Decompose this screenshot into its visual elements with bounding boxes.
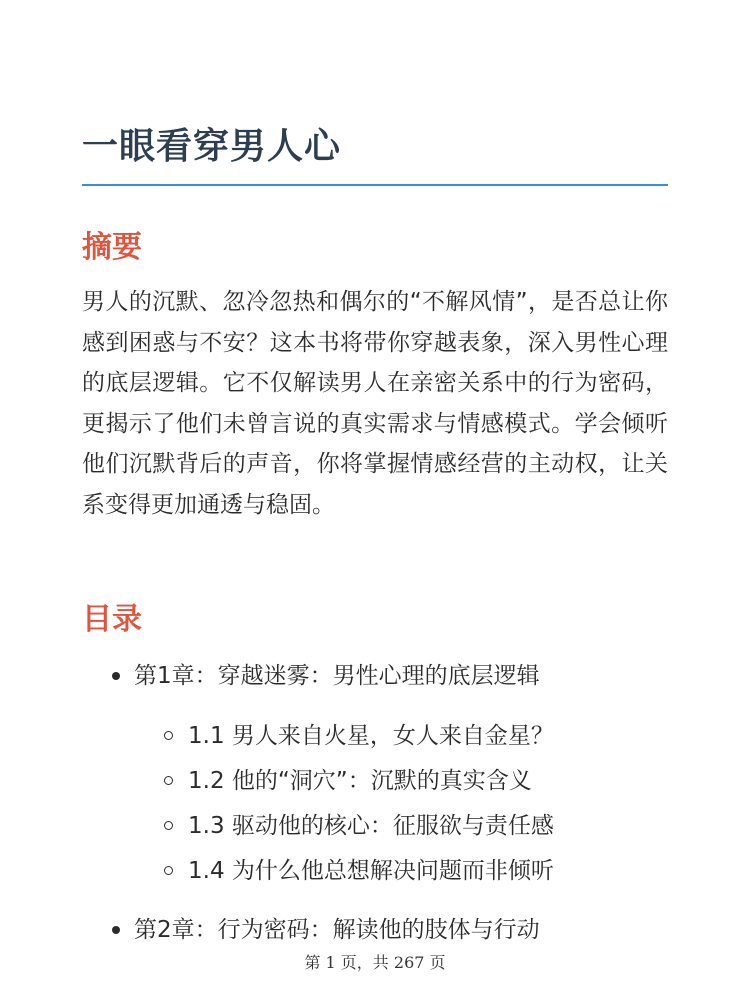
summary-text: 男人的沉默、忽冷忽热和偶尔的“不解风情”，是否总让你感到困惑与不安？这本书将带你穿越表象，深入男性心理的底层逻辑。它不仅解读男人在亲密关系中的行为密码，更揭示了他们未曾言说的真实需求与情感模式。学会倾听他们沉默背后的声音，你将掌握情感经营的主动权，让关系变得更加通透与稳固。: [82, 289, 668, 518]
toc-section-label: 1.1 男人来自火星，女人来自金星？: [188, 723, 554, 749]
page-number-footer: 第 1 页，共 267 页: [304, 953, 446, 972]
circle-bullet-icon: [164, 731, 173, 740]
toc-chapter-1[interactable]: [82, 656, 668, 696]
document-page: [82, 0, 668, 1000]
toc-section-1-4[interactable]: [82, 849, 668, 894]
toc-chapter-label: 第1章：穿越迷雾：男性心理的底层逻辑: [134, 663, 540, 689]
summary-heading: 摘要: [82, 230, 142, 265]
toc-section-label: 1.4 为什么他总想解决问题而非倾听: [188, 858, 554, 884]
toc-section-label: 1.2 他的“洞穴”：沉默的真实含义: [188, 768, 532, 794]
toc-chapter-label: 第2章：行为密码：解读他的肢体与行动: [134, 917, 540, 943]
circle-bullet-icon: [164, 821, 173, 830]
bullet-icon: [112, 926, 120, 934]
toc-chapter-1-sections: [82, 714, 668, 894]
toc-section-1-1[interactable]: [82, 714, 668, 759]
document-title: 一眼看穿男人心: [82, 126, 342, 167]
circle-bullet-icon: [164, 776, 173, 785]
toc-heading: 目录: [82, 602, 142, 637]
title-divider: [82, 184, 668, 186]
toc-section-1-2[interactable]: [82, 759, 668, 804]
toc-chapter-2[interactable]: [82, 910, 668, 950]
toc-section-label: 1.3 驱动他的核心：征服欲与责任感: [188, 813, 554, 839]
circle-bullet-icon: [164, 866, 173, 875]
bullet-icon: [112, 672, 120, 680]
toc-section-1-3[interactable]: [82, 804, 668, 849]
toc-chapter-1-sections-wrapper: [82, 714, 668, 894]
table-of-contents: [82, 656, 668, 950]
